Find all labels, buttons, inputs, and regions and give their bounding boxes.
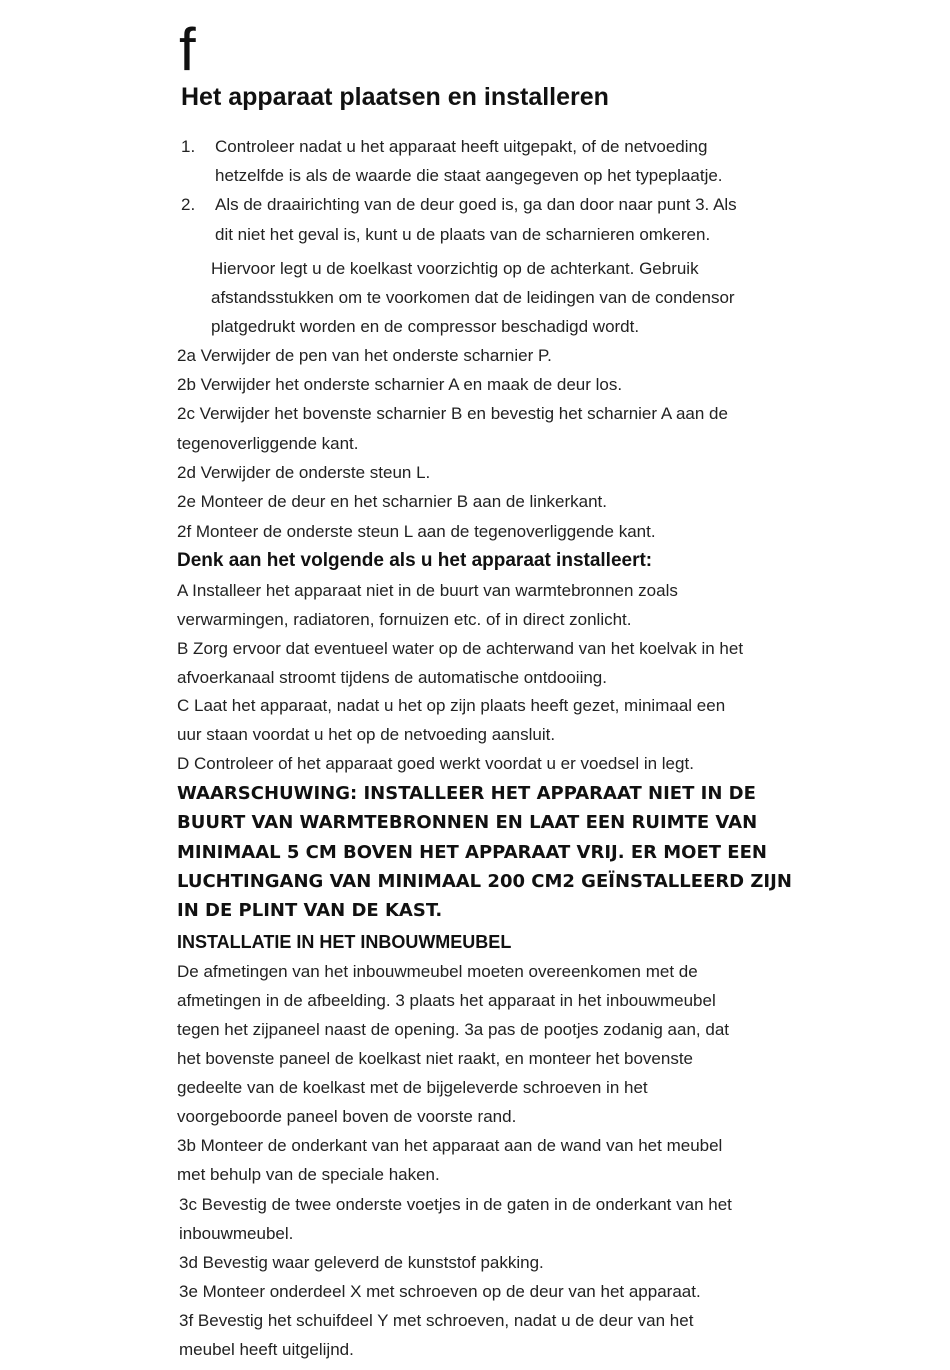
cabinet-line: 3f Bevestig het schuifdeel Y met schroeven, nadat u de deur van het: [179, 1311, 694, 1330]
cabinet-line: het bovenste paneel de koelkast niet raakt, en monteer het bovenste: [177, 1049, 694, 1068]
warning-line: BUURT VAN WARMTEBRONNEN EN LAAT EEN RUIMTE VAN: [177, 812, 758, 833]
warning-line: MINIMAAL 5 CM BOVEN HET APPARAAT VRIJ. ER MOET EEN: [177, 842, 767, 863]
substep-line: 2e Monteer de deur en het scharnier B aan de linkerkant.: [177, 492, 607, 511]
cabinet-line: afmetingen in de afbeelding. 3 plaats het apparaat in het inbouwmeubel: [177, 991, 716, 1010]
note-line: platgedrukt worden en de compressor beschadigd wordt.: [211, 317, 640, 336]
cabinet-line: 3c Bevestig de twee onderste voetjes in de gaten in de onderkant van het: [179, 1195, 732, 1214]
substep-line: 2f Monteer de onderste steun L aan de tegenoverliggende kant.: [177, 522, 656, 541]
warning-line: IN DE PLINT VAN DE KAST.: [177, 900, 443, 921]
step-line: Controleer nadat u het apparaat heeft uitgepakt, of de netvoeding: [215, 137, 708, 156]
substep-line: 2a Verwijder de pen van het onderste scharnier P.: [177, 346, 552, 365]
install-heading: Denk aan het volgende als u het apparaat installeert:: [177, 550, 653, 571]
step-line: dit niet het geval is, kunt u de plaats van de scharnieren omkeren.: [215, 225, 711, 244]
substep-line: tegenoverliggende kant.: [177, 434, 359, 453]
install-point-line: D Controleer of het apparaat goed werkt voordat u er voedsel in legt.: [177, 754, 694, 773]
cabinet-line: 3b Monteer de onderkant van het apparaat aan de wand van het meubel: [177, 1136, 723, 1155]
install-point-line: A Installeer het apparaat niet in de buurt van warmtebronnen zoals: [177, 581, 678, 600]
install-point-line: B Zorg ervoor dat eventueel water op de achterwand van het koelvak in het: [177, 639, 744, 658]
step-number: 1.: [181, 137, 196, 156]
cabinet-line: inbouwmeubel.: [179, 1224, 294, 1243]
cabinet-line: 3d Bevestig waar geleverd de kunststof pakking.: [179, 1253, 544, 1272]
warning-line: LUCHTINGANG VAN MINIMAAL 200 CM2 GEÏNSTALLEERD ZIJN: [177, 871, 792, 892]
cabinet-line: gedeelte van de koelkast met de bijgeleverde schroeven in het: [177, 1078, 648, 1097]
substep-line: 2b Verwijder het onderste scharnier A en maak de deur los.: [177, 375, 623, 394]
cabinet-line: 3e Monteer onderdeel X met schroeven op de deur van het apparaat.: [179, 1282, 701, 1301]
substep-line: 2d Verwijder de onderste steun L.: [177, 463, 431, 482]
step-line: Als de draairichting van de deur goed is, ga dan door naar punt 3. Als: [215, 195, 737, 214]
cabinet-line: meubel heeft uitgelijnd.: [179, 1340, 354, 1359]
substep-line: 2c Verwijder het bovenste scharnier B en bevestig het scharnier A aan de: [177, 404, 728, 423]
step-number: 2.: [181, 195, 196, 214]
cabinet-line: met behulp van de speciale haken.: [177, 1165, 440, 1184]
page-title: Het apparaat plaatsen en installeren: [181, 83, 609, 111]
brand-logo: f: [179, 16, 196, 83]
cabinet-line: De afmetingen van het inbouwmeubel moeten overeenkomen met de: [177, 962, 698, 981]
install-point-line: afvoerkanaal stroomt tijdens de automatische ontdooiing.: [177, 668, 607, 687]
step-line: hetzelfde is als de waarde die staat aangegeven op het typeplaatje.: [215, 166, 723, 185]
cabinet-heading: INSTALLATIE IN HET INBOUWMEUBEL: [177, 932, 512, 952]
cabinet-line: voorgeboorde paneel boven de voorste rand.: [177, 1107, 517, 1126]
warning-line: WAARSCHUWING: INSTALLEER HET APPARAAT NIET IN DE: [177, 783, 756, 804]
install-point-line: verwarmingen, radiatoren, fornuizen etc. of in direct zonlicht.: [177, 610, 632, 629]
note-line: afstandsstukken om te voorkomen dat de leidingen van de condensor: [211, 288, 735, 307]
note-line: Hiervoor legt u de koelkast voorzichtig op de achterkant. Gebruik: [211, 259, 699, 278]
install-point-line: uur staan voordat u het op de netvoeding aansluit.: [177, 725, 556, 744]
cabinet-line: tegen het zijpaneel naast de opening. 3a pas de pootjes zodanig aan, dat: [177, 1020, 729, 1039]
install-point-line: C Laat het apparaat, nadat u het op zijn plaats heeft gezet, minimaal een: [177, 696, 726, 715]
